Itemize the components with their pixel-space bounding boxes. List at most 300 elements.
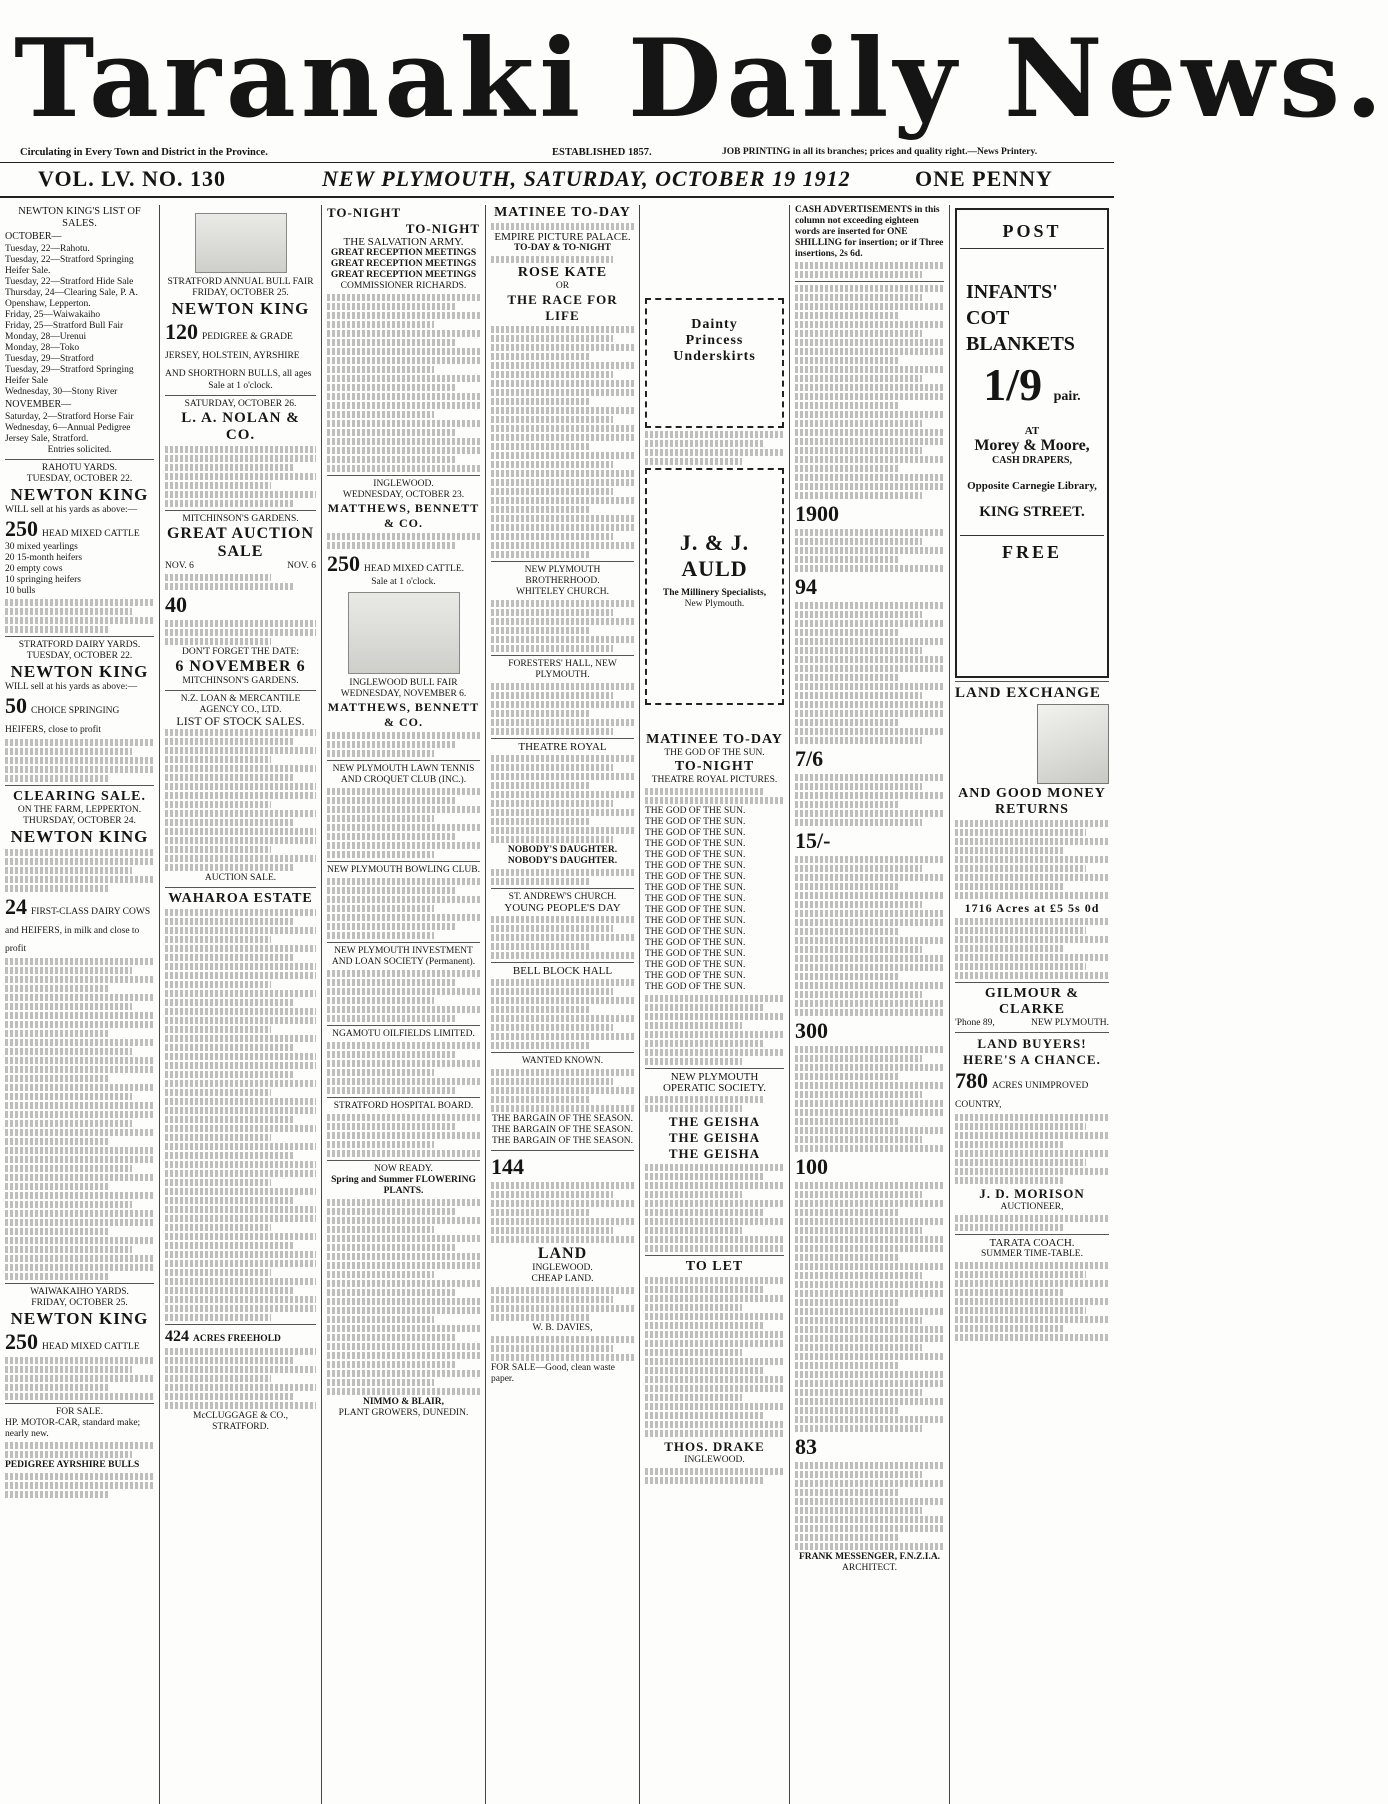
divider <box>645 1255 784 1256</box>
column-1 <box>0 205 160 1804</box>
waste-paper-ad: FOR SALE—Good, clean waste paper. <box>491 1363 616 1384</box>
divider <box>327 861 480 862</box>
nimmo-address: PLANT GROWERS, DUNEDIN. <box>338 1408 469 1418</box>
masthead <box>0 0 1388 200</box>
sale-item: Tuesday, 22—Rahotu. <box>5 244 90 254</box>
auctioneer-name: NEWTON KING <box>10 485 149 504</box>
auld-town: New Plymouth. <box>684 599 745 609</box>
free-label: FREE <box>1001 542 1062 562</box>
geisha-line: THE GEISHA <box>668 1114 761 1129</box>
divider <box>327 760 480 761</box>
bowling-heading: NEW PLYMOUTH BOWLING CLUB. <box>327 865 480 875</box>
land-heading: LAND <box>537 1245 588 1262</box>
body-text <box>645 431 784 465</box>
matinee-heading: MATINEE TO-DAY <box>494 205 631 220</box>
price: ONE PENNY <box>915 166 1053 191</box>
body-text <box>491 916 634 959</box>
sale-item: Friday, 25—Waiwakaiho <box>5 310 101 320</box>
divider <box>165 510 316 511</box>
clearing-location: ON THE FARM, LEPPERTON. <box>17 805 142 815</box>
body-text <box>491 256 634 263</box>
architect-name: FRANK MESSENGER, F.N.Z.I.A. <box>798 1552 941 1562</box>
stratford-heading: STRATFORD DAIRY YARDS. <box>18 640 141 650</box>
body-text <box>327 1199 480 1395</box>
body-text <box>165 620 316 645</box>
column-3 <box>322 205 486 1804</box>
body-text <box>645 1096 784 1112</box>
cash-ads-notice: CASH ADVERTISEMENTS in this column not exceeding eighteen words are inserted for ONE SHILLING for insertion; or if Three insertions, 2s 6d. <box>795 205 944 259</box>
commissioner: COMMISSIONER RICHARDS. <box>340 281 467 291</box>
for-sale-heading: FOR SALE. <box>56 1407 103 1417</box>
auld-tagline: The Millinery Specialists, <box>662 588 767 598</box>
tonight-heading: TO-NIGHT <box>674 759 755 774</box>
ad-number: 300 <box>795 1018 828 1043</box>
sale-item: Friday, 25—Stratford Bull Fair <box>5 321 124 331</box>
established-line: ESTABLISHED 1857. <box>552 147 652 158</box>
divider <box>165 1324 316 1325</box>
blanket-price: 1/9 <box>983 359 1043 410</box>
body-text <box>645 1277 784 1437</box>
god-of-sun: THE GOD OF THE SUN. <box>645 916 746 926</box>
body-text <box>327 878 480 939</box>
column-4 <box>486 205 640 1804</box>
lot-description: CHOICE SPRINGING HEIFERS, close to profit <box>5 706 120 735</box>
lot-item: 10 springing heifers <box>5 575 81 585</box>
divider <box>5 636 154 637</box>
will-sell-line: WILL sell at his yards as above:— <box>5 682 138 692</box>
morey-moore-ad <box>955 208 1109 678</box>
palace-heading: EMPIRE PICTURE PALACE. <box>494 231 631 243</box>
cash-drapers: CASH DRAPERS, <box>991 455 1072 466</box>
sale-item: Monday, 28—Toko <box>5 343 80 353</box>
list-of-sales-title: NEWTON KING'S LIST OF SALES. <box>18 206 141 229</box>
inglewood-date: WEDNESDAY, OCTOBER 23. <box>342 490 465 500</box>
nov6-big: 6 NOVEMBER 6 <box>175 658 306 675</box>
ad-number: 94 <box>795 574 817 599</box>
reception-line: GREAT RECEPTION MEETINGS <box>330 270 477 280</box>
agent-town: STRATFORD. <box>212 1422 269 1432</box>
divider <box>955 1234 1109 1235</box>
geisha-line: THE GEISHA <box>668 1146 761 1161</box>
ngamotu-heading: NGAMOTU OILFIELDS LIMITED. <box>332 1029 475 1039</box>
divider <box>645 1068 784 1069</box>
masthead-rule-top <box>0 162 1114 163</box>
land-buyers: LAND BUYERS! HERE'S A CHANCE. <box>963 1036 1101 1067</box>
dainty-line: Underskirts <box>673 349 756 364</box>
lot-count: 780 <box>955 1068 988 1093</box>
architect-title: ARCHITECT. <box>842 1563 897 1573</box>
body-text <box>327 1042 480 1094</box>
entries-note: Entries solicited. <box>47 445 112 455</box>
clearing-date: THURSDAY, OCTOBER 24. <box>23 816 136 826</box>
reception-line: GREAT RECEPTION MEETINGS <box>330 259 477 269</box>
body-text <box>327 970 480 1022</box>
inglewood-heading: INGLEWOOD. <box>373 479 434 489</box>
lot-count: 250 <box>5 516 38 541</box>
november-label: NOVEMBER— <box>5 399 72 410</box>
brotherhood-heading: NEW PLYMOUTH BROTHERHOOD. <box>524 565 601 586</box>
tennis-heading: NEW PLYMOUTH LAWN TENNIS AND CROQUET CLUB (INC.). <box>332 764 475 785</box>
divider <box>5 1403 154 1404</box>
divider <box>5 459 154 460</box>
god-of-sun: THE GOD OF THE SUN. <box>645 872 746 882</box>
drake-name: THOS. DRAKE <box>664 1439 765 1454</box>
column-6 <box>790 205 950 1804</box>
lot-count: 50 <box>5 693 27 718</box>
bull-fair-heading: INGLEWOOD BULL FAIR <box>349 678 458 688</box>
circulation-line: Circulating in Every Town and District in the Province. <box>20 147 268 158</box>
flowering-plants: Spring and Summer FLOWERING PLANTS. <box>331 1175 476 1196</box>
rahotu-date: TUESDAY, OCTOBER 22. <box>26 474 133 484</box>
lot-description: HEAD MIXED CATTLE. <box>364 564 465 574</box>
body-text <box>5 599 154 633</box>
auld-ad <box>645 468 784 705</box>
divider <box>960 248 1104 249</box>
gardens-heading: MITCHINSON'S GARDENS. <box>182 514 299 524</box>
price-line <box>960 357 1104 425</box>
drake-town: INGLEWOOD. <box>684 1455 745 1465</box>
classified-ads <box>795 602 944 744</box>
land-exchange: LAND EXCHANGE <box>955 685 1101 701</box>
divider <box>491 1052 634 1053</box>
to-let-heading: TO LET <box>685 1259 744 1274</box>
bull-fair-date: FRIDAY, OCTOBER 25. <box>192 288 289 298</box>
stratford-date: TUESDAY, OCTOBER 22. <box>26 651 133 661</box>
body-text <box>491 683 634 735</box>
post-label: POST <box>1002 221 1062 241</box>
spacer <box>645 205 784 295</box>
god-of-sun: THE GOD OF THE SUN. <box>645 883 746 893</box>
body-text <box>491 223 634 230</box>
bull-fair-heading: STRATFORD ANNUAL BULL FAIR <box>167 277 314 287</box>
clearing-sale-heading: CLEARING SALE. <box>12 789 147 804</box>
operatic-heading: NEW PLYMOUTH OPERATIC SOCIETY. <box>662 1071 767 1094</box>
body-text <box>491 1182 634 1243</box>
body-text <box>955 1114 1109 1184</box>
bull-illustration <box>348 592 460 674</box>
lot-description: PEDIGREE & GRADE JERSEY, HOLSTEIN, AYRSHIRE AND SHORTHORN BULLS, all ages <box>165 332 312 379</box>
body-text <box>5 1357 154 1400</box>
sale-item: Tuesday, 22—Stratford Springing Heifer Sale. <box>5 255 134 276</box>
god-of-sun: THE GOD OF THE SUN. <box>645 806 746 816</box>
auctioneer-name: NEWTON KING <box>10 1309 149 1328</box>
divider <box>491 655 634 656</box>
land-location: INGLEWOOD. <box>532 1263 593 1273</box>
lot-count: 40 <box>165 592 187 617</box>
classified-ads <box>795 1462 944 1550</box>
newspaper-title: Taranaki Daily News. <box>14 16 1388 142</box>
waiwakaiho-date: FRIDAY, OCTOBER 25. <box>31 1298 128 1308</box>
auctioneer-name: NEWTON KING <box>10 827 149 846</box>
nov-date: NOV. 6 <box>165 561 194 571</box>
bell-block-heading: BELL BLOCK HALL <box>512 965 613 977</box>
lot-item: 30 mixed yearlings <box>5 542 78 552</box>
god-of-sun: THE GOD OF THE SUN. <box>664 748 765 758</box>
body-text <box>491 869 634 885</box>
geisha-line: THE GEISHA <box>668 1130 761 1145</box>
sale-item: Tuesday, 29—Stratford Springing Heifer Sale <box>5 365 134 386</box>
lot-item: 10 bulls <box>5 586 36 596</box>
good-money-returns: AND GOOD MONEY RETURNS <box>958 786 1106 817</box>
dainty-line: Dainty <box>691 317 738 332</box>
god-of-sun: THE GOD OF THE SUN. <box>645 894 746 904</box>
morison-name: J. D. MORISON <box>979 1186 1085 1201</box>
classified-ads <box>795 529 944 572</box>
body-text <box>327 533 480 549</box>
lot-count: 250 <box>5 1329 38 1354</box>
foresters-heading: FORESTERS' HALL, NEW PLYMOUTH. <box>508 659 617 680</box>
body-text <box>327 294 480 472</box>
wanted-known-heading: WANTED KNOWN. <box>521 1056 604 1066</box>
gilmour-clarke: GILMOUR & CLARKE <box>984 986 1080 1017</box>
will-sell-line: WILL sell at his yards as above:— <box>5 505 138 515</box>
ad-number: 1900 <box>795 501 839 526</box>
st-andrews-heading: ST. ANDREW'S CHURCH. <box>508 892 617 902</box>
pair-label: pair. <box>1053 389 1081 404</box>
body-text <box>645 1164 784 1252</box>
sale-item: Wednesday, 6—Annual Pedigree Jersey Sale, Stratford. <box>5 423 131 444</box>
bull-illustration <box>195 213 287 273</box>
god-of-sun: THE GOD OF THE SUN. <box>645 839 746 849</box>
or-line: OR <box>555 281 570 291</box>
divider <box>327 475 480 476</box>
divider <box>5 785 154 786</box>
divider <box>960 535 1104 536</box>
tonight-heading: TO-NIGHT <box>327 205 402 220</box>
divider <box>5 1283 154 1284</box>
body-text <box>165 574 316 590</box>
unimproved-country: ACRES UNIMPROVED COUNTRY, <box>955 1081 1089 1110</box>
ad-number: 83 <box>795 1434 817 1459</box>
job-printing-line: JOB PRINTING in all its branches; prices and quality right.—News Printery. <box>722 147 1038 157</box>
body-text <box>645 1468 784 1484</box>
divider <box>327 1025 480 1026</box>
phone-number: 'Phone 89, <box>955 1018 995 1028</box>
body-text <box>5 1442 154 1458</box>
masthead-rule-bottom <box>0 196 1114 198</box>
body-text <box>645 995 784 1065</box>
sale-item: Tuesday, 22—Stratford Hide Sale <box>5 277 134 287</box>
lot-item: 20 empty cows <box>5 564 63 574</box>
at-label: AT <box>1024 425 1040 437</box>
body-text <box>955 1215 1109 1231</box>
sale-item: Wednesday, 30—Stony River <box>5 387 118 397</box>
tarata-coach: TARATA COACH. <box>989 1237 1075 1249</box>
sale-item: Thursday, 24—Clearing Sale, P. A. Openshaw, Lepperton. <box>5 288 138 309</box>
god-of-sun: THE GOD OF THE SUN. <box>645 817 746 827</box>
bargain-line: THE BARGAIN OF THE SEASON. <box>491 1114 633 1124</box>
agent-name: W. B. DAVIES, <box>532 1323 593 1333</box>
body-text <box>491 1069 634 1112</box>
matthews-heading: MATTHEWS, BENNETT & CO. <box>327 501 480 530</box>
body-text <box>491 1336 634 1361</box>
bargain-line: THE BARGAIN OF THE SEASON. <box>491 1125 633 1135</box>
volume-number: VOL. LV. NO. 130 <box>38 166 226 191</box>
whiteley-heading: WHITELEY CHURCH. <box>515 587 610 597</box>
coach-timetable: SUMMER TIME-TABLE. <box>981 1249 1083 1259</box>
motorcar-ad: HP. MOTOR-CAR, standard make; nearly new. <box>5 1418 141 1439</box>
god-of-sun: THE GOD OF THE SUN. <box>645 927 746 937</box>
divider <box>491 738 634 739</box>
body-text <box>5 1473 154 1498</box>
body-text <box>491 326 634 558</box>
sale-item: Saturday, 2—Stratford Horse Fair <box>5 412 134 422</box>
god-of-sun: THE GOD OF THE SUN. <box>645 861 746 871</box>
body-text <box>5 849 154 892</box>
theatre-pictures: THEATRE ROYAL PICTURES. <box>651 775 778 785</box>
body-text <box>165 1348 316 1409</box>
god-of-sun: THE GOD OF THE SUN. <box>645 828 746 838</box>
gilmour-town: NEW PLYMOUTH. <box>1030 1018 1109 1028</box>
body-text <box>955 918 1109 979</box>
rahotu-heading: RAHOTU YARDS. <box>41 463 118 473</box>
nolan-heading: L. A. NOLAN & CO. <box>181 410 300 443</box>
nov-date: NOV. 6 <box>287 561 316 571</box>
classified-ads <box>795 1046 944 1152</box>
body-text <box>165 729 316 871</box>
divider <box>327 1097 480 1098</box>
god-of-sun: THE GOD OF THE SUN. <box>645 905 746 915</box>
body-text <box>955 820 1109 899</box>
body-text <box>955 1262 1109 1341</box>
columns <box>0 205 1114 1804</box>
divider <box>327 942 480 943</box>
column-5 <box>640 205 790 1804</box>
race-for-life: THE RACE FOR LIFE <box>507 292 618 323</box>
salvation-army: THE SALVATION ARMY. <box>343 236 464 248</box>
divider <box>955 1032 1109 1033</box>
divider <box>165 395 316 396</box>
body-text <box>5 739 154 782</box>
divider <box>165 887 316 888</box>
god-of-sun: THE GOD OF THE SUN. <box>645 850 746 860</box>
matthews-heading: MATTHEWS, BENNETT & CO. <box>327 700 480 729</box>
dainty-line: Princess <box>685 333 744 348</box>
sale-item: Monday, 28—Urenui <box>5 332 87 342</box>
lot-description: HEAD MIXED CATTLE <box>42 529 140 539</box>
pedigree-ad: PEDIGREE AYRSHIRE BULLS <box>5 1460 140 1470</box>
body-text <box>327 732 480 757</box>
god-of-sun: THE GOD OF THE SUN. <box>645 949 746 959</box>
october-label: OCTOBER— <box>5 231 62 242</box>
lot-count: 424 <box>165 1328 189 1345</box>
divider <box>795 281 944 282</box>
investment-heading: NEW PLYMOUTH INVESTMENT AND LOAN SOCIETY (Permanent). <box>331 946 476 967</box>
ad-number: 100 <box>795 1154 828 1179</box>
nov-dates <box>165 561 316 572</box>
dateline: NEW PLYMOUTH, SATURDAY, OCTOBER 19 1912 <box>322 166 851 191</box>
body-text <box>645 788 784 804</box>
morison-title: AUCTIONEER, <box>1000 1202 1064 1212</box>
column-2 <box>160 205 322 1804</box>
young-peoples-heading: YOUNG PEOPLE'S DAY <box>504 902 621 914</box>
ad-number: 15/- <box>795 828 831 853</box>
god-of-sun-list <box>645 806 784 993</box>
auction-sale-heading: AUCTION SALE. <box>204 873 277 883</box>
body-text <box>491 600 634 652</box>
lot-description: HEAD MIXED CATTLE <box>42 1342 140 1352</box>
rose-kate: ROSE KATE <box>517 265 608 280</box>
body-text <box>165 446 316 507</box>
lot-count: 120 <box>165 319 198 344</box>
god-of-sun: THE GOD OF THE SUN. <box>645 960 746 970</box>
waharoa-heading: WAHAROA ESTATE <box>168 891 313 906</box>
hospital-heading: STRATFORD HOSPITAL BOARD. <box>333 1101 474 1111</box>
sale-item: Tuesday, 29—Stratford <box>5 354 94 364</box>
nobodys-daughter: NOBODY'S DAUGHTER. <box>507 856 618 866</box>
great-auction-heading: GREAT AUCTION SALE <box>166 525 315 560</box>
nobodys-daughter: NOBODY'S DAUGHTER. <box>507 845 618 855</box>
opposite-library: Opposite Carnegie Library, <box>967 480 1097 492</box>
body-text <box>491 979 634 1049</box>
sale-time: Sale at 1 o'clock. <box>208 381 273 391</box>
cheap-land: CHEAP LAND. <box>531 1274 594 1284</box>
nimmo-name: NIMMO & BLAIR, <box>362 1397 444 1407</box>
infants-blankets: INFANTS' COT BLANKETS <box>966 281 1075 355</box>
column-7 <box>950 205 1114 1804</box>
freehold-heading: ACRES FREEHOLD <box>193 1334 281 1344</box>
dont-forget: DON'T FORGET THE DATE: <box>181 647 300 657</box>
reception-line: GREAT RECEPTION MEETINGS <box>330 248 477 258</box>
body-text <box>5 958 154 1280</box>
stock-sales-heading: LIST OF STOCK SALES. <box>176 714 305 728</box>
divider <box>491 1150 634 1151</box>
spacer <box>645 708 784 732</box>
body-text <box>327 788 480 858</box>
classified-ads <box>795 285 944 499</box>
tonight-heading: TO-NIGHT <box>405 221 480 236</box>
divider <box>327 1160 480 1161</box>
auctioneer-name: NEWTON KING <box>10 662 149 681</box>
lot-count: 24 <box>5 894 27 919</box>
divider <box>491 561 634 562</box>
lot-count: 144 <box>491 1154 524 1179</box>
king-street: KING STREET. <box>979 504 1085 520</box>
today-tonight: TO-DAY & TO-NIGHT <box>514 243 611 253</box>
lot-description: FIRST-CLASS DAIRY COWS and HEIFERS, in milk and close to profit <box>5 907 151 954</box>
lot-count: 250 <box>327 551 360 576</box>
body-text <box>491 755 634 843</box>
gardens-heading: MITCHINSON'S GARDENS. <box>182 676 299 686</box>
acres-1716: 1716 Acres at £5 5s 0d <box>964 901 1100 915</box>
gilmour-contact <box>955 1018 1109 1029</box>
classified-ads <box>795 856 944 1016</box>
god-of-sun: THE GOD OF THE SUN. <box>645 971 746 981</box>
divider <box>491 888 634 889</box>
god-of-sun: THE GOD OF THE SUN. <box>645 938 746 948</box>
classified-ads <box>795 774 944 826</box>
divider <box>165 690 316 691</box>
waiwakaiho-heading: WAIWAKAIHO YARDS. <box>30 1287 129 1297</box>
underskirts-ad <box>645 298 784 428</box>
matinee-heading: MATINEE TO-DAY <box>646 732 783 747</box>
body-text <box>795 262 944 278</box>
ad-number: 7/6 <box>795 746 824 771</box>
theatre-royal-heading: THEATRE ROYAL <box>518 741 607 753</box>
body-text <box>327 1114 480 1157</box>
cartoon-figure <box>1037 704 1109 784</box>
bargain-line: THE BARGAIN OF THE SEASON. <box>491 1136 633 1146</box>
agent-name: McCLUGGAGE & CO., <box>193 1411 288 1421</box>
bull-fair-date: WEDNESDAY, NOVEMBER 6. <box>340 689 467 699</box>
body-text <box>165 909 316 1321</box>
nolan-date: SATURDAY, OCTOBER 26. <box>184 399 297 409</box>
lot-item: 20 15-month heifers <box>5 553 83 563</box>
divider <box>491 962 634 963</box>
auld-name: J. & J. AULD <box>679 530 750 581</box>
nz-loan-heading: N.Z. LOAN & MERCANTILE AGENCY CO., LTD. <box>180 694 301 715</box>
body-text <box>491 1287 634 1321</box>
